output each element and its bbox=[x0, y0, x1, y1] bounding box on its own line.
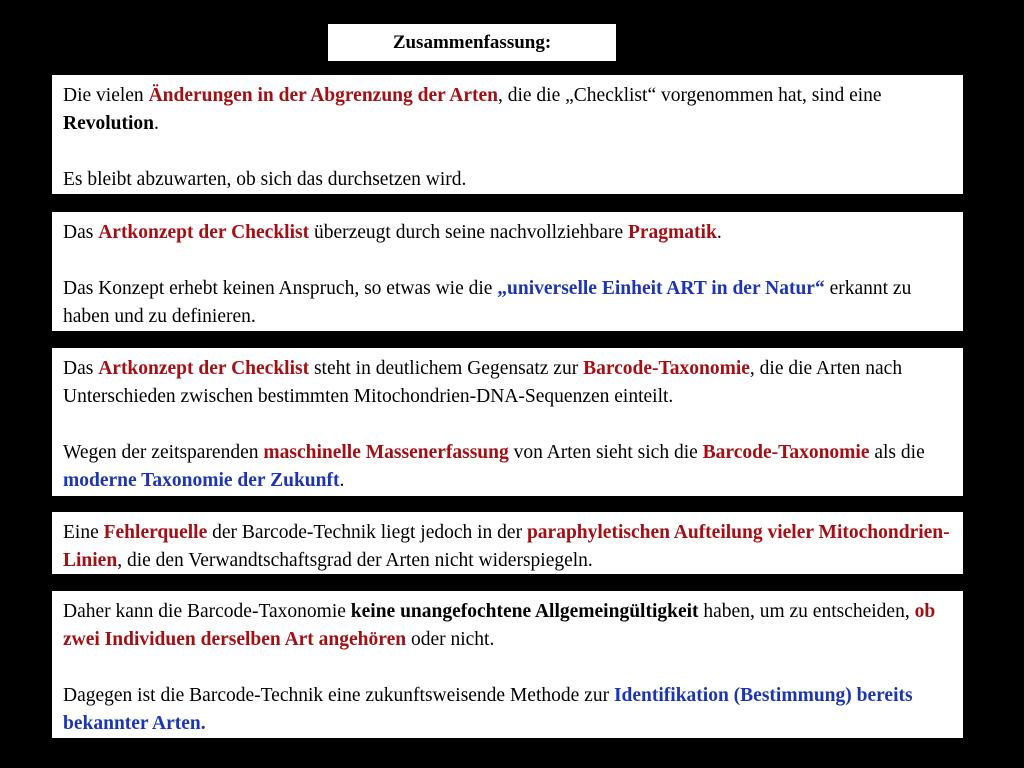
text-span: Das Konzept erhebt keinen Anspruch, so etwas wie die bbox=[63, 278, 498, 299]
text-span: Es bleibt abzuwarten, ob sich das durchsetzen wird. bbox=[63, 169, 467, 190]
highlight-bold: keine unangefochtene Allgemeingültigkeit bbox=[350, 601, 699, 622]
summary-box-artkonzept bbox=[52, 212, 963, 331]
highlight-red: Artkonzept der Checklist bbox=[98, 358, 310, 379]
slide-title bbox=[328, 24, 616, 61]
highlight-blue: „universelle Einheit ART in der Natur“ bbox=[497, 278, 825, 299]
text-span: der Barcode-Technik liegt jedoch in der bbox=[207, 522, 527, 543]
paragraph bbox=[63, 682, 952, 738]
highlight-bold: Revolution bbox=[63, 113, 155, 134]
text-span: steht in deutlichem Gegensatz zur bbox=[309, 358, 584, 379]
highlight-red: ob zwei Individuen derselben Art angehören bbox=[63, 601, 936, 650]
highlight-red: Barcode-Taxonomie bbox=[583, 358, 750, 379]
paragraph bbox=[63, 275, 952, 331]
text-span: Dagegen ist die Barcode-Technik eine zukunftsweisende Methode zur bbox=[63, 685, 614, 706]
text-span: oder nicht. bbox=[406, 629, 495, 650]
text-span: Die vielen bbox=[63, 85, 149, 106]
paragraph bbox=[63, 439, 952, 495]
highlight-red: Pragmatik bbox=[627, 222, 717, 243]
text-span: , die den Verwandtschaftsgrad der Arten nicht widerspiegeln. bbox=[117, 550, 593, 571]
highlight-red: Barcode-Taxonomie bbox=[702, 442, 870, 463]
text-span: haben, um zu entscheiden, bbox=[698, 601, 915, 622]
text-span: , die die Arten nach Unterschieden zwischen bestimmten Mitochondrien-DNA-Sequenzen einteilt. bbox=[63, 358, 903, 407]
text-span: Wegen der zeitsparenden bbox=[63, 442, 264, 463]
summary-box-identifikation bbox=[52, 591, 963, 738]
text-span: . bbox=[154, 113, 159, 134]
paragraph bbox=[63, 166, 952, 194]
slide-title-text: Zusammenfassung: bbox=[392, 31, 552, 53]
highlight-red: paraphyletischen Aufteilung vieler Mitochondrien-Linien bbox=[63, 522, 950, 571]
text-span: , die die „Checklist“ vorgenommen hat, sind eine bbox=[497, 85, 882, 106]
paragraph bbox=[63, 598, 952, 654]
paragraph bbox=[63, 355, 952, 411]
paragraph bbox=[63, 219, 952, 247]
text-span: . bbox=[716, 222, 722, 243]
highlight-blue: Identifikation (Bestimmung) bereits bekannter Arten. bbox=[63, 685, 913, 734]
highlight-red: Fehlerquelle bbox=[103, 522, 208, 543]
highlight-red: Artkonzept der Checklist bbox=[98, 222, 310, 243]
text-span: als die bbox=[869, 442, 925, 463]
text-span: erkannt zu haben und zu definieren. bbox=[63, 278, 912, 327]
text-span: von Arten sieht sich die bbox=[508, 442, 703, 463]
summary-box-revolution bbox=[52, 75, 963, 194]
summary-box-fehlerquelle bbox=[52, 512, 963, 574]
text-span: Daher kann die Barcode-Taxonomie bbox=[63, 601, 351, 622]
paragraph bbox=[63, 82, 952, 138]
text-span: Das bbox=[63, 222, 99, 243]
text-span: . bbox=[339, 470, 345, 491]
text-span: Eine bbox=[63, 522, 104, 543]
paragraph bbox=[63, 519, 952, 575]
highlight-red: maschinelle Massenerfassung bbox=[263, 442, 509, 463]
highlight-blue: moderne Taxonomie der Zukunft bbox=[63, 470, 340, 491]
highlight-red: Änderungen in der Abgrenzung der Arten bbox=[148, 85, 498, 106]
summary-box-barcode-taxonomie bbox=[52, 348, 963, 496]
text-span: Das bbox=[63, 358, 99, 379]
text-span: überzeugt durch seine nachvollziehbare bbox=[309, 222, 628, 243]
